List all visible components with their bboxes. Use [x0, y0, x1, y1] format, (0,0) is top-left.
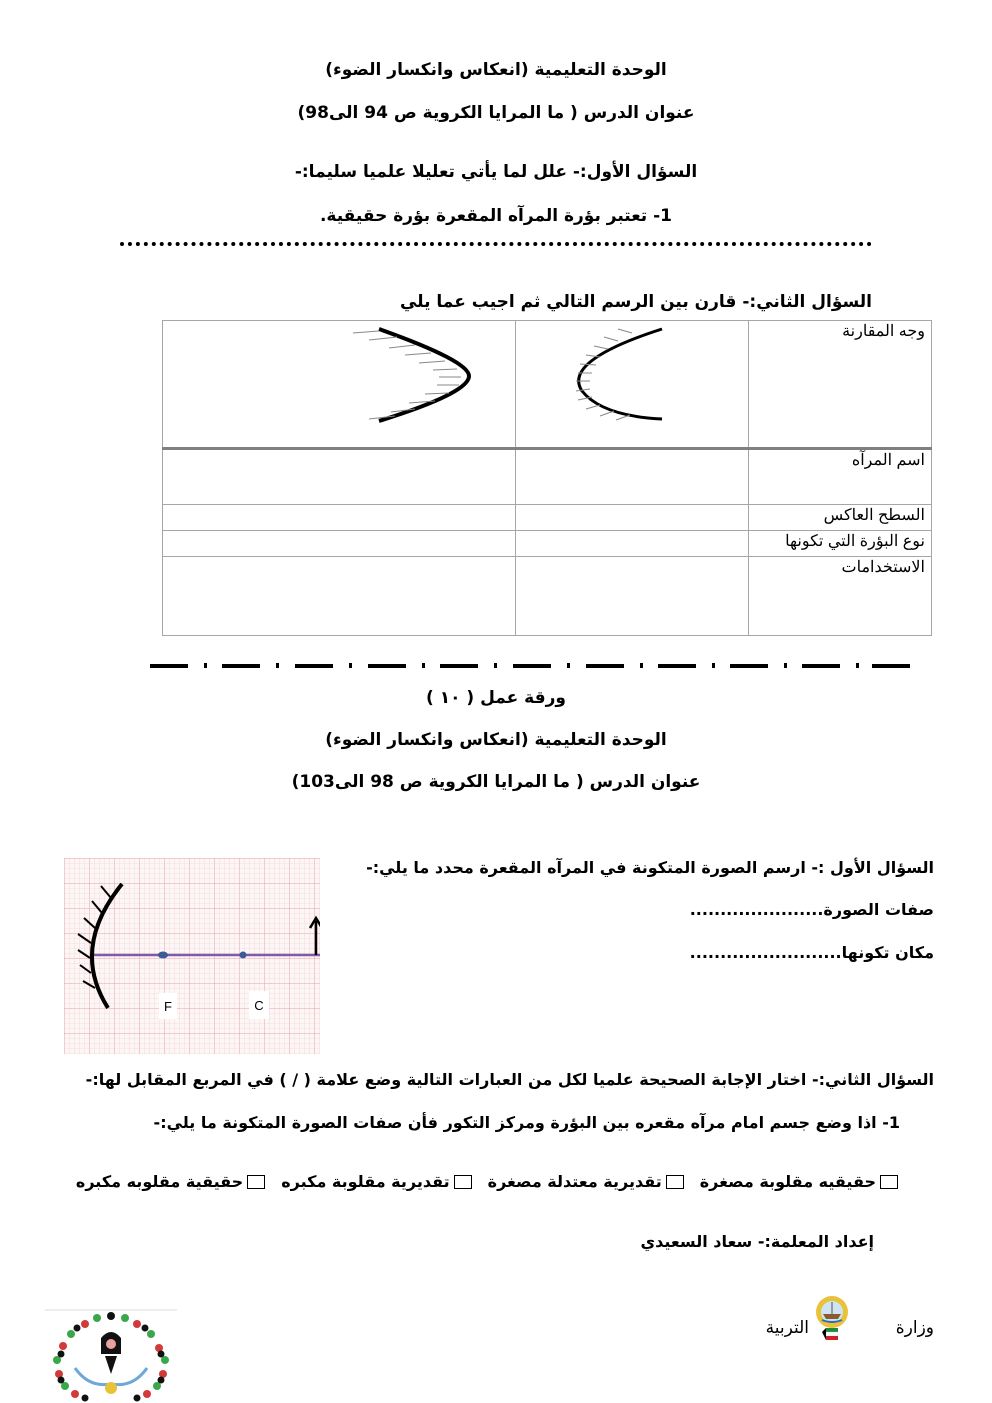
checkbox[interactable] [880, 1175, 898, 1189]
unit-title: الوحدة التعليمية (انعكاس وانكسار الضوء) [325, 730, 667, 750]
table-cell-label: وجه المقارنة [749, 321, 932, 449]
choice-label: حقيقية مقلوبه مكبره [75, 1172, 244, 1191]
lesson-title: عنوان الدرس ( ما المرايا الكروية ص 94 الى98) [297, 103, 695, 123]
table-cell-label: نوع البؤرة التي تكونها [749, 531, 932, 557]
concave-mirror-ray-diagram[interactable] [64, 858, 320, 1054]
ministry-label-part1: وزارة [895, 1318, 934, 1338]
worksheet-title: ورقة عمل ( ١٠ ) [426, 688, 566, 708]
answer-line[interactable] [120, 242, 872, 246]
choice-label: تقديرية مقلوبة مكبره [281, 1172, 450, 1191]
table-cell-answer[interactable] [163, 449, 516, 505]
focal-point-label: F [164, 999, 172, 1014]
question2-item: 1- اذا وضع جسم امام مرآه مقعره بين البؤرة ومركز التكور فأن صفات الصورة المتكونة ما يلي:- [153, 1113, 900, 1132]
table-cell-answer[interactable] [163, 557, 516, 636]
section-divider [150, 662, 910, 670]
table-cell-answer[interactable] [163, 531, 516, 557]
lesson-title: عنوان الدرس ( ما المرايا الكروية ص 98 الى103) [291, 772, 701, 792]
table-row [163, 531, 932, 557]
question1-title: السؤال الأول:- علل لما يأتي تعليلا علميا سليما:- [294, 162, 698, 182]
choice-option[interactable] [488, 1172, 686, 1191]
prepared-by: إعداد المعلمة:- سعاد السعيدي [640, 1232, 874, 1251]
kuwait-emblem-icon [810, 1294, 854, 1342]
question1-title: السؤال الأول :- ارسم الصورة المتكونة في المرآه المقعرة محدد ما يلي:- [366, 858, 934, 877]
table-cell-answer[interactable] [516, 531, 749, 557]
choice-label: تقديرية معتدلة مصغرة [487, 1172, 662, 1191]
checkbox[interactable] [247, 1175, 265, 1189]
checkbox[interactable] [454, 1175, 472, 1189]
table-cell-label: الاستخدامات [749, 557, 932, 636]
choice-label: حقيقيه مقلوبة مصغرة [699, 1172, 876, 1191]
table-row [163, 449, 932, 505]
ministry-label-part2: التربية [765, 1318, 809, 1338]
table-cell-label: السطح العاكس [749, 505, 932, 531]
table-cell-answer[interactable] [516, 449, 749, 505]
center-of-curvature-label: C [254, 998, 264, 1013]
choice-option[interactable] [700, 1172, 900, 1191]
choice-option[interactable] [281, 1172, 473, 1191]
concave-mirror-figure-cell [516, 321, 749, 449]
center-of-curvature-marker [240, 952, 247, 959]
table-row [163, 505, 932, 531]
concave-mirror-icon [522, 321, 742, 441]
convex-mirror-icon [169, 321, 509, 441]
question2-title: السؤال الثاني:- اختار الإجابة الصحيحة علميا لكل من العبارات التالية وضع علامة ( / ) في المربع المقابل لها:- [85, 1070, 934, 1089]
school-logo-icon [45, 1308, 177, 1403]
convex-mirror-figure-cell [163, 321, 516, 449]
table-row [163, 321, 932, 449]
comparison-table [162, 320, 932, 636]
answer-choices [62, 1172, 900, 1191]
focal-point-marker [158, 952, 168, 959]
question1-item: 1- تعتبر بؤرة المرآه المقعرة بؤرة حقيقية. [319, 206, 673, 226]
question2-title: السؤال الثاني:- قارن بين الرسم التالي ثم اجيب عما يلي [399, 292, 872, 312]
table-cell-answer[interactable] [516, 557, 749, 636]
table-cell-label: اسم المرآه [749, 449, 932, 505]
unit-title: الوحدة التعليمية (انعكاس وانكسار الضوء) [325, 60, 667, 80]
image-location-field[interactable]: مكان تكونها......................... [689, 943, 934, 962]
choice-option[interactable] [76, 1172, 267, 1191]
table-cell-answer[interactable] [516, 505, 749, 531]
table-cell-answer[interactable] [163, 505, 516, 531]
checkbox[interactable] [666, 1175, 684, 1189]
image-properties-field[interactable]: صفات الصورة...................... [689, 900, 934, 919]
table-row [163, 557, 932, 636]
